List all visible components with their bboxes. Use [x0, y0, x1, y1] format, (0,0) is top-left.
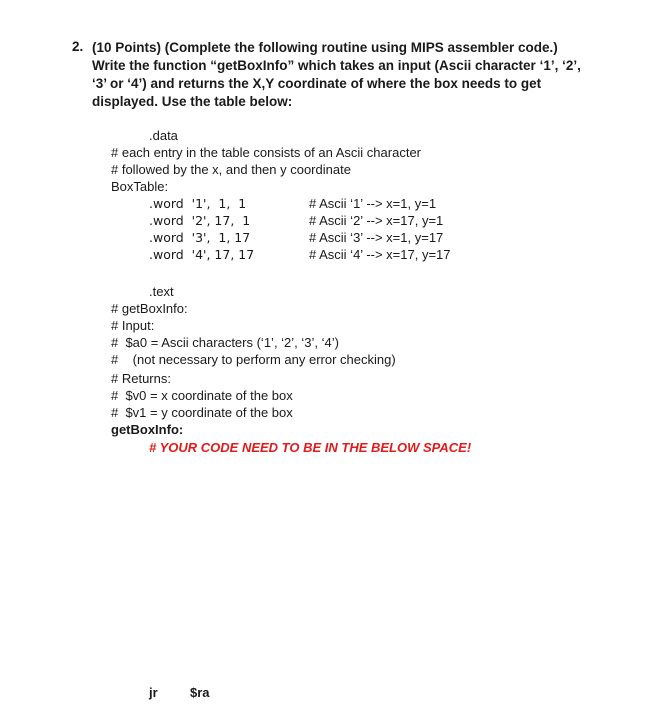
return-register: $ra [190, 685, 210, 700]
question-number: 2. [72, 39, 84, 54]
text-comment-line: # getBoxInfo: [111, 301, 188, 316]
table-row-comment: # Ascii ‘2’ --> x=17, y=1 [309, 213, 444, 228]
table-row-code: .word '2', 17, 1 [149, 213, 251, 228]
question-text: (10 Points) (Complete the following routine using MIPS assembler code.) Write the function “getBoxInfo” which takes an input (Ascii character ‘1’, ‘2’, ‘3’ or ‘4’) and returns the X,Y coordinate of where the box needs to get displayed. Use the table below: [92, 40, 581, 109]
text-comment-line: # $v0 = x coordinate of the box [111, 388, 293, 403]
data-comment-2: # followed by the x, and then y coordinate [111, 162, 351, 177]
table-row-code: .word '3', 1, 17 [149, 230, 251, 245]
table-row-code: .word '4', 17, 17 [149, 247, 255, 262]
table-row-code: .word '1', 1, 1 [149, 196, 247, 211]
text-comment-line: # (not necessary to perform any error checking) [111, 352, 396, 367]
answer-instruction: # YOUR CODE NEED TO BE IN THE BELOW SPACE! [149, 440, 472, 455]
table-row-comment: # Ascii ‘1’ --> x=1, y=1 [309, 196, 437, 211]
text-comment-line: # Returns: [111, 371, 171, 386]
text-directive: .text [149, 284, 174, 299]
table-row-comment: # Ascii ‘3’ --> x=1, y=17 [309, 230, 444, 245]
data-comment-1: # each entry in the table consists of an Ascii character [111, 145, 422, 160]
answer-space [111, 462, 591, 677]
box-table-label: BoxTable: [111, 179, 169, 194]
function-label: getBoxInfo: [111, 422, 184, 437]
text-comment-line: # $a0 = Ascii characters (‘1’, ‘2’, ‘3’, ‘4’) [111, 335, 339, 350]
table-row-comment: # Ascii ‘4’ --> x=17, y=17 [309, 247, 451, 262]
text-comment-line: # $v1 = y coordinate of the box [111, 405, 293, 420]
jr-instruction: jr [149, 685, 158, 700]
text-comment-line: # Input: [111, 318, 155, 333]
data-directive: .data [149, 128, 178, 143]
